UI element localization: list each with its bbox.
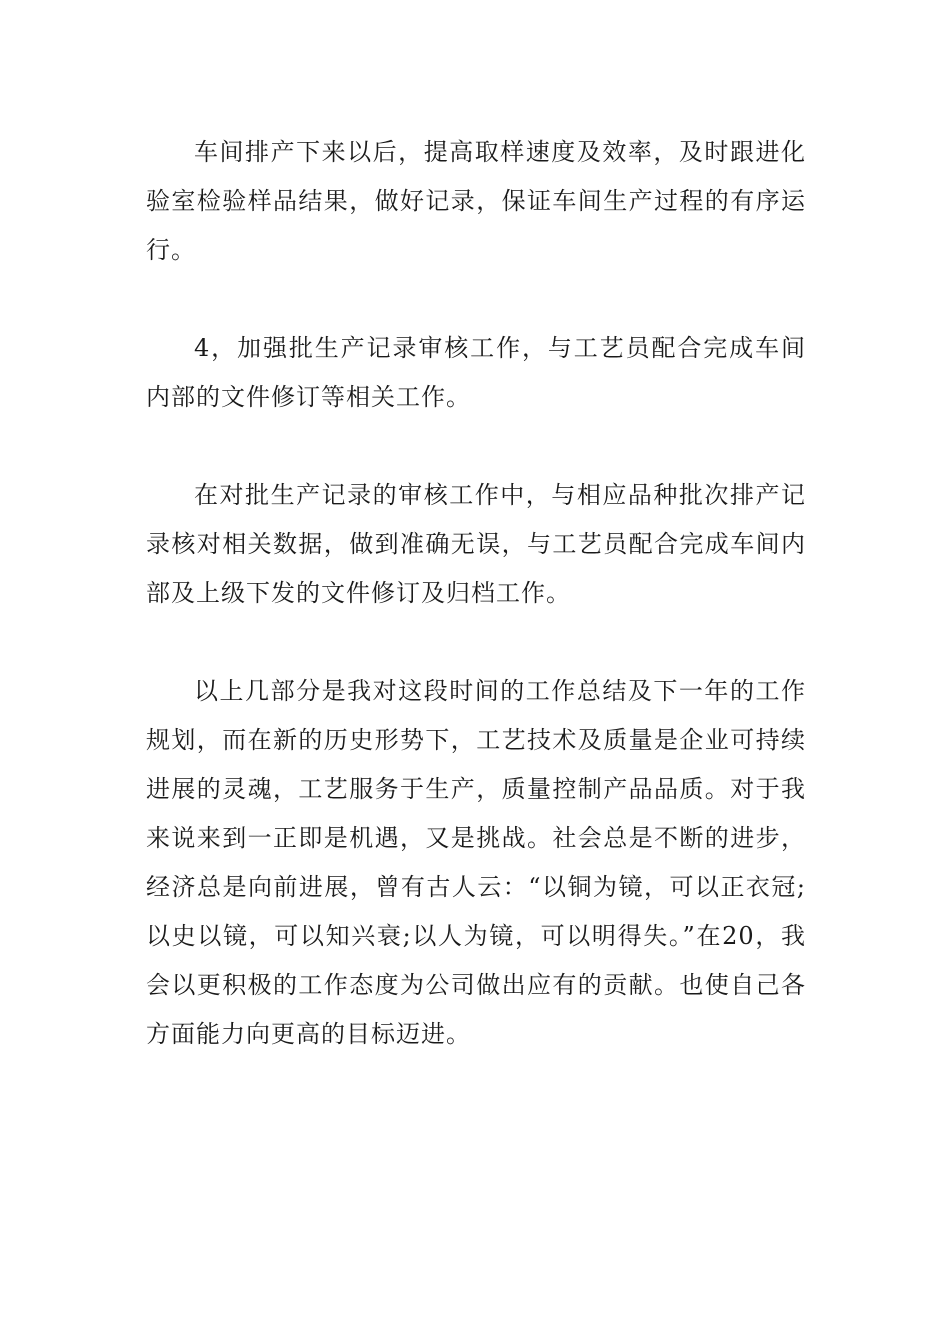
paragraph-record-review: 在对批生产记录的审核工作中，与相应品种批次排产记录核对相关数据，做到准确无误，与工艺员配合完成车间内部及上级下发的文件修订及归档工作。 (146, 481, 806, 607)
paragraph-sampling: 车间排产下来以后，提高取样速度及效率，及时跟进化验室检验样品结果，做好记录，保证车间生产过程的有序运行。 (146, 138, 806, 264)
paragraph-item-4: 4，加强批生产记录审核工作，与工艺员配合完成车间内部的文件修订等相关工作。 (146, 334, 806, 411)
document-body (146, 128, 806, 1059)
paragraph-conclusion: 以上几部分是我对这段时间的工作总结及下一年的工作规划，而在新的历史形势下，工艺技术及质量是企业可持续进展的灵魂，工艺服务于生产，质量控制产品品质。对于我来说来到一正即是机遇，又是挑战。社会总是不断的进步，经济总是向前进展，曾有古人云：“以铜为镜，可以正衣冠;以史以镜，可以知兴衰;以人为镜，可以明得失。”在20，我会以更积极的工作态度为公司做出应有的贡献。也使自己各方面能力向更高的目标迈进。 (146, 677, 806, 1048)
